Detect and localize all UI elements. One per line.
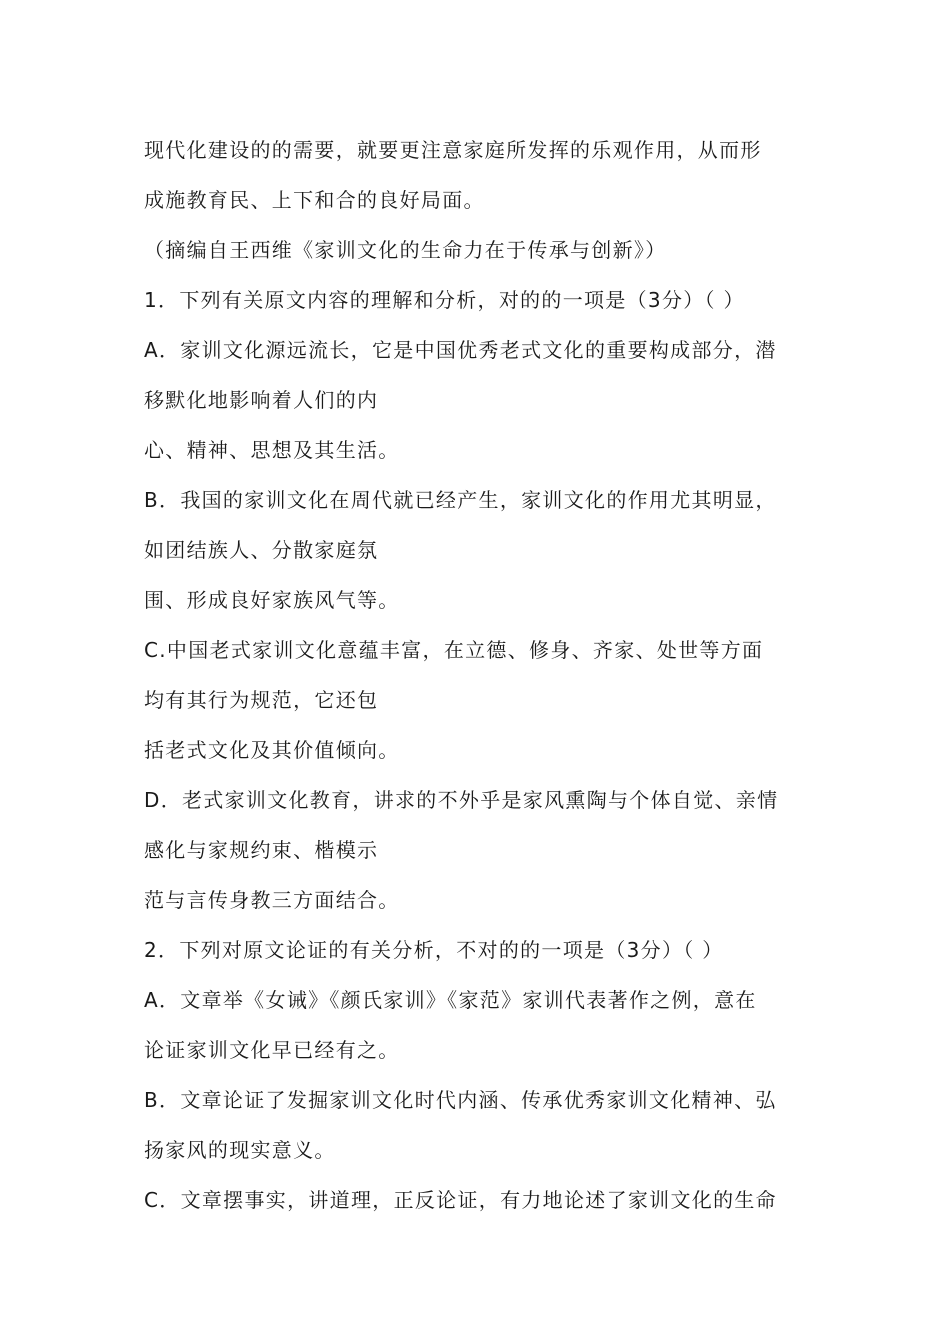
question-1: 1．下列有关原文内容的理解和分析，对的的一项是（3分）（ ）	[144, 288, 745, 312]
question-2: 2．下列对原文论证的有关分析，不对的的一项是（3分）（ ）	[144, 938, 724, 962]
option-d-line: 范与言传身教三方面结合。	[144, 888, 400, 912]
option-a-line: A．家训文化源远流长，它是中国优秀老式文化的重要构成部分，潜	[144, 338, 777, 362]
option-d-line: 感化与家规约束、楷模示	[144, 838, 379, 862]
option-b-line: 扬家风的现实意义。	[144, 1138, 336, 1162]
option-a-line: A．文章举《女诫》《颜氏家训》《家范》家训代表著作之例，意在	[144, 988, 757, 1012]
option-c-line: C.中国老式家训文化意蕴丰富，在立德、修身、齐家、处世等方面	[144, 638, 764, 662]
option-c-line: 均有其行为规范，它还包	[144, 688, 379, 712]
text-line: 成施教育民、上下和合的良好局面。	[144, 188, 485, 212]
option-c-line: C．文章摆事实，讲道理，正反论证，有力地论述了家训文化的生命	[144, 1188, 777, 1212]
option-b-line: B．文章论证了发掘家训文化时代内涵、传承优秀家训文化精神、弘	[144, 1088, 777, 1112]
option-b-line: 如团结族人、分散家庭氛	[144, 538, 379, 562]
text-line: 现代化建设的的需要，就要更注意家庭所发挥的乐观作用，从而形	[144, 138, 762, 162]
option-a-line: 移默化地影响着人们的内	[144, 388, 379, 412]
option-c-line: 括老式文化及其价值倾向。	[144, 738, 400, 762]
option-a-line: 论证家训文化早已经有之。	[144, 1038, 400, 1062]
option-a-line: 心、精神、思想及其生活。	[144, 438, 400, 462]
option-b-line: B．我国的家训文化在周代就已经产生，家训文化的作用尤其明显，	[144, 488, 777, 512]
citation-line: （摘编自王西维《家训文化的生命力在于传承与创新》）	[144, 238, 667, 262]
option-b-line: 围、形成良好家族风气等。	[144, 588, 400, 612]
option-d-line: D．老式家训文化教育，讲求的不外乎是家风熏陶与个体自觉、亲情	[144, 788, 779, 812]
